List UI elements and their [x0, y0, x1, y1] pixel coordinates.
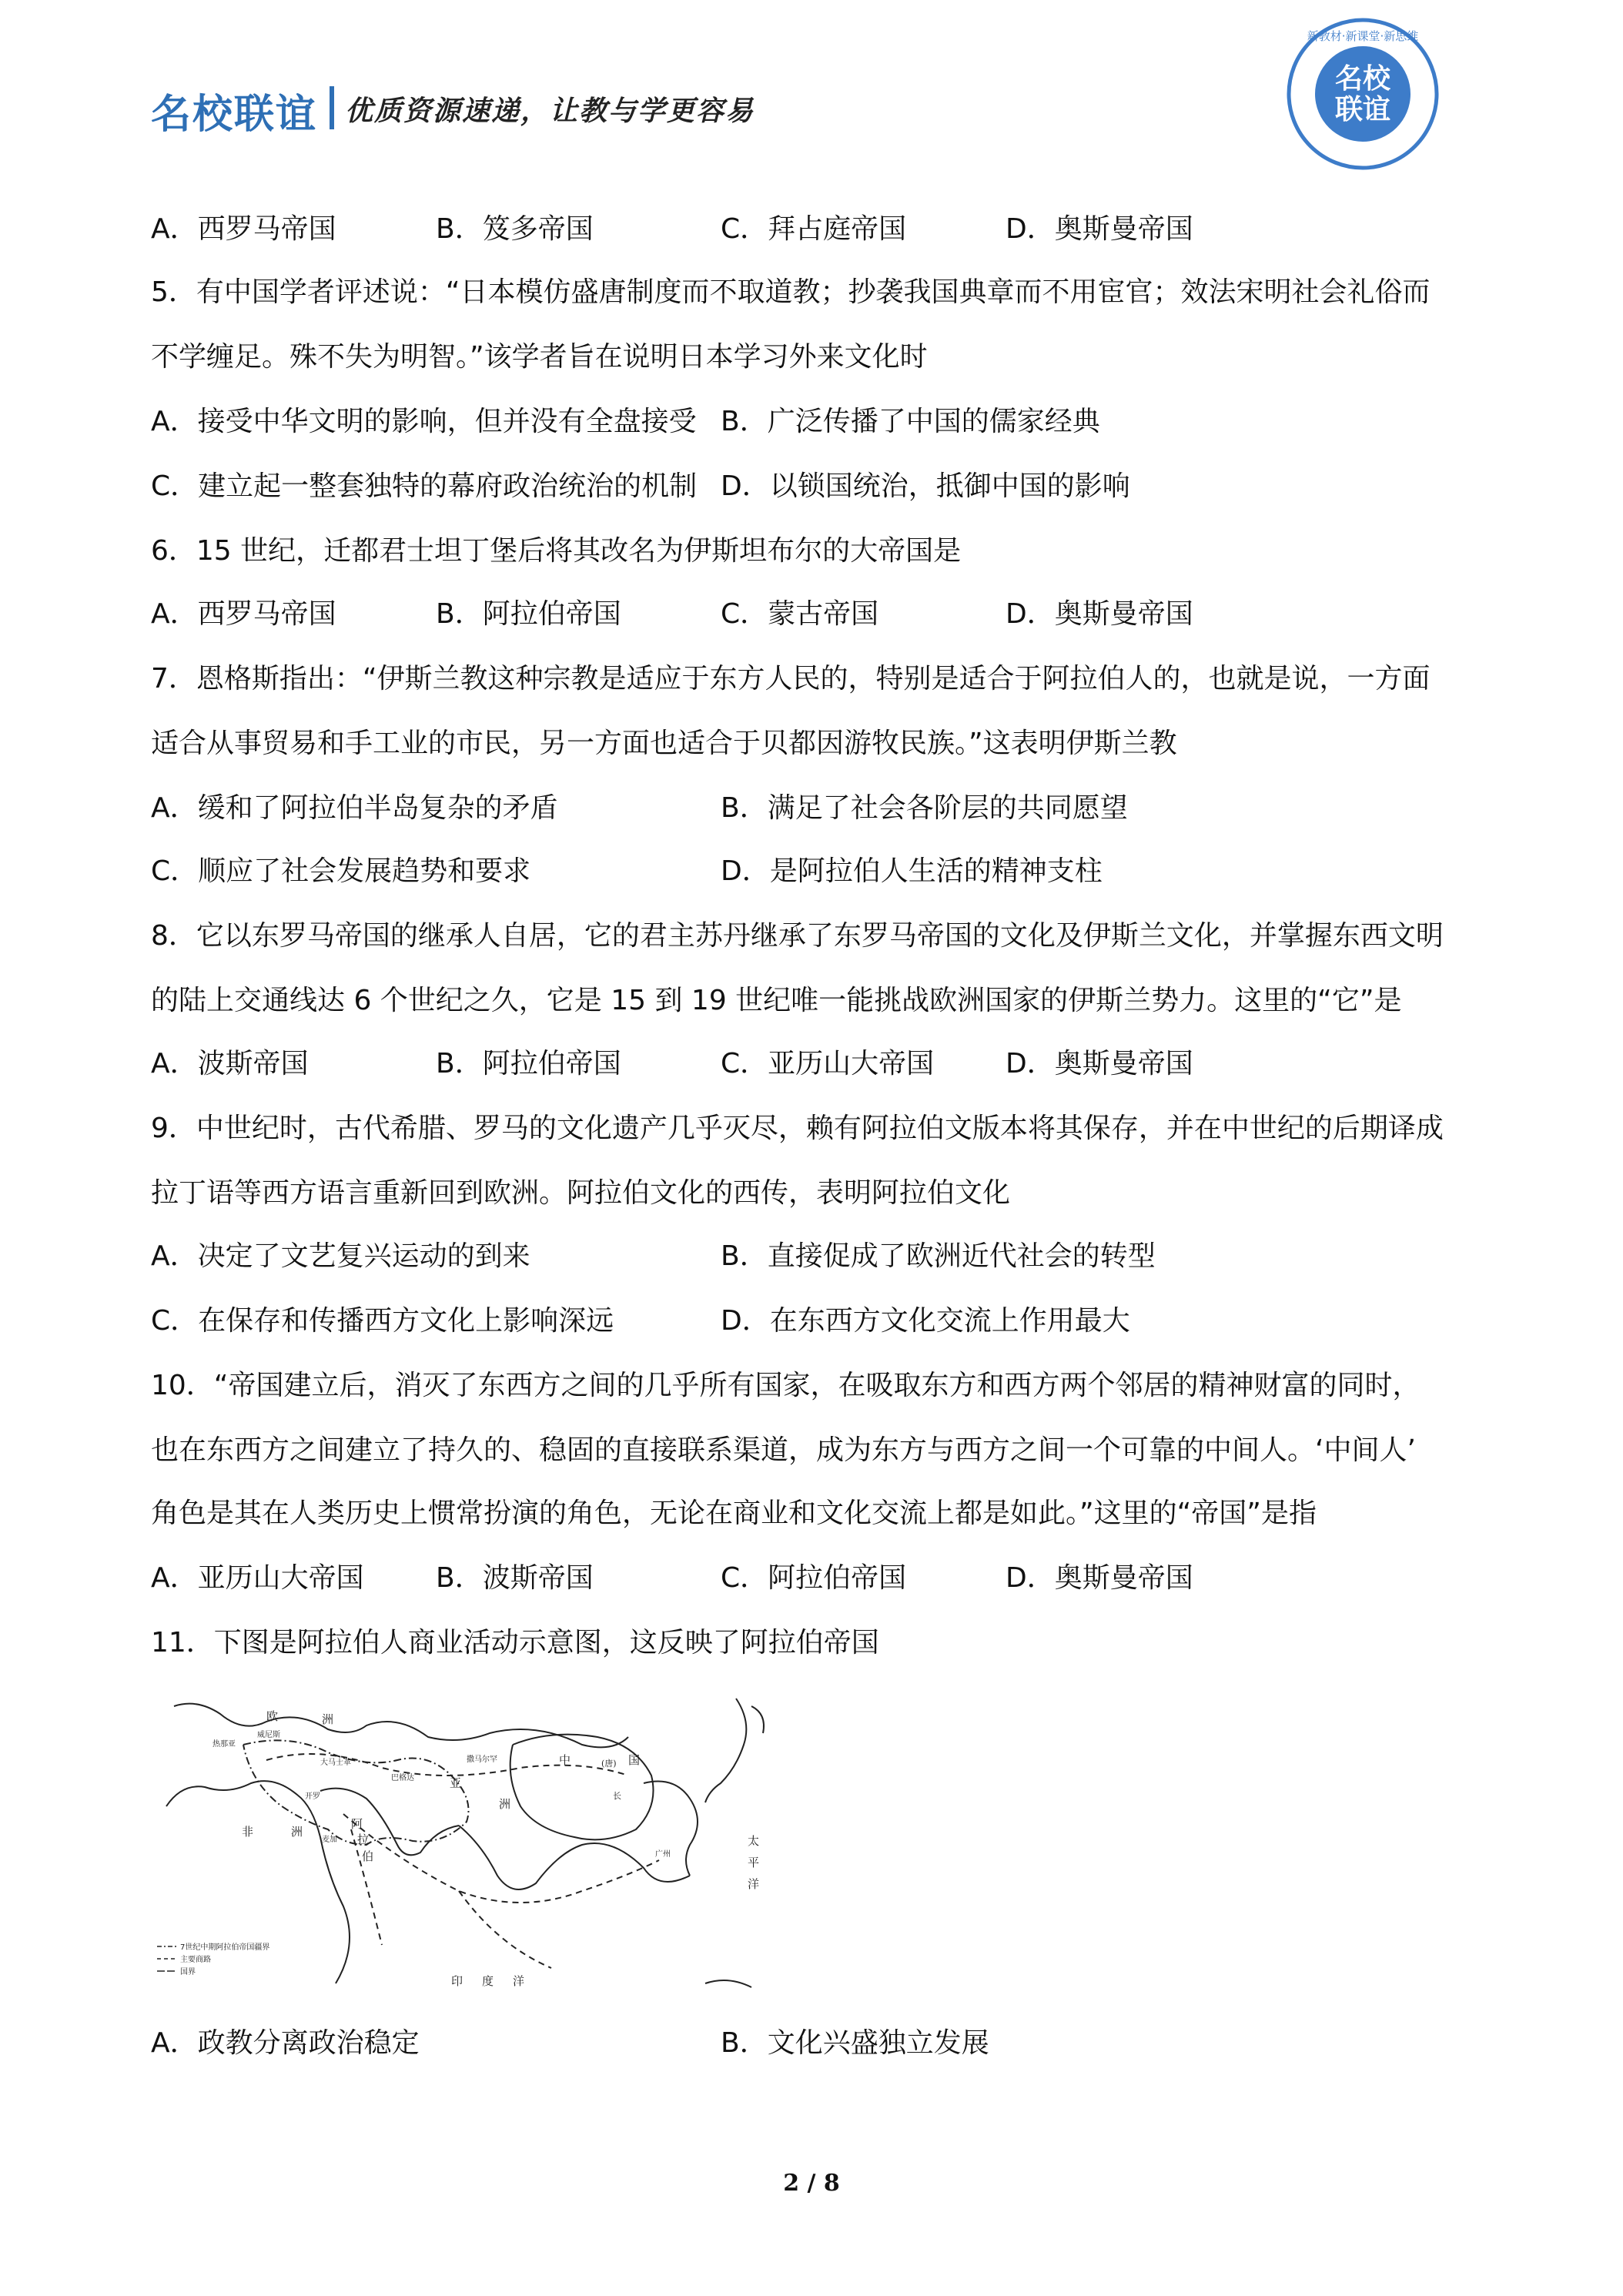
q7-stem-line1: 7．恩格斯指出：“伊斯兰教这种宗教是适应于东方人民的，特别是适合于阿拉伯人的，也就是说，一方面 [151, 663, 1431, 694]
q9-option-d: D．在东西方文化交流上作用最大 [721, 1305, 1130, 1337]
q7-option-b: B．满足了社会各阶层的共同愿望 [721, 792, 1128, 824]
q9-option-c: C．在保存和传播西方文化上影响深远 [151, 1305, 614, 1337]
map-label-china-2: 国 [628, 1753, 641, 1767]
map-legend [157, 1942, 269, 1976]
map-label-indian-ocean-1: 印 [451, 1974, 463, 1988]
q7-option-d: D．是阿拉伯人生活的精神支柱 [721, 855, 1103, 887]
page-number: 2 / 8 [783, 2170, 840, 2197]
map-label-asia-1: 亚 [450, 1776, 462, 1790]
map-label-china-1: 中 [559, 1753, 571, 1767]
map-label-indian-ocean-2: 度 [482, 1974, 494, 1988]
brand-logo: 名校联谊 [151, 92, 318, 138]
map-label-genoa: 热那亚 [212, 1740, 236, 1749]
map-label-arabia-2: 拉 [357, 1832, 370, 1846]
q8-option-a: A．波斯帝国 [151, 1048, 309, 1079]
legend-national-border: 国界 [180, 1968, 196, 1976]
q10-option-d: D．奥斯曼帝国 [1006, 1562, 1193, 1594]
q10-option-c: C．阿拉伯帝国 [721, 1562, 907, 1594]
map-label-arabia-1: 阿 [351, 1817, 363, 1831]
q10-stem-line1: 10．“帝国建立后，消灭了东西方之间的几乎所有国家，在吸取东方和西方两个邻居的精神财富的同时， [151, 1370, 1421, 1401]
map-label-mecca: 麦加 [322, 1836, 337, 1844]
map-label-damascus: 大马士革 [320, 1759, 351, 1767]
q11-stem: 11．下图是阿拉伯人商业活动示意图，这反映了阿拉伯帝国 [151, 1627, 879, 1658]
map-label-africa-1: 非 [242, 1825, 254, 1839]
q6-option-c: C．蒙古帝国 [721, 598, 879, 630]
q8-option-c: C．亚历山大帝国 [721, 1048, 935, 1079]
q7-option-a: A．缓和了阿拉伯半岛复杂的矛盾 [151, 792, 558, 824]
q10-option-a: A．亚历山大帝国 [151, 1562, 364, 1594]
brand-divider [330, 86, 334, 129]
map-label-pacific-3: 洋 [748, 1877, 760, 1891]
brand-tagline: 优质资源速递，让教与学更容易 [345, 95, 755, 127]
q9-stem-line1: 9．中世纪时，古代希腊、罗马的文化遗产几乎灭尽，赖有阿拉伯文版本将其保存，并在中世纪的后期译成 [151, 1113, 1444, 1144]
map-label-africa-2: 洲 [291, 1825, 303, 1839]
q6-option-d: D．奥斯曼帝国 [1006, 598, 1193, 630]
q5-option-b: B．广泛传播了中国的儒家经典 [721, 406, 1100, 437]
school-seal-logo [1286, 17, 1440, 171]
map-label-pacific-2: 平 [748, 1856, 760, 1869]
q9-option-b: B．直接促成了欧洲近代社会的转型 [721, 1240, 1156, 1272]
q11-option-a: A．政教分离政治稳定 [151, 2027, 420, 2059]
q9-option-a: A．决定了文艺复兴运动的到来 [151, 1240, 530, 1272]
q10-option-b: B．波斯帝国 [436, 1562, 594, 1594]
arab-trade-map [151, 1691, 813, 2006]
map-label-samarkand: 撒马尔罕 [467, 1755, 497, 1764]
map-label-tang: (唐) [601, 1759, 617, 1769]
map-label-asia-2: 洲 [499, 1797, 511, 1811]
map-label-cairo: 开罗 [305, 1792, 320, 1801]
map-label-indian-ocean-3: 洋 [513, 1974, 525, 1988]
map-label-baghdad: 巴格达 [391, 1774, 414, 1782]
q10-stem-line3: 角色是其在人类历史上惯常扮演的角色，无论在商业和文化交流上都是如此。”这里的“帝国”是指 [151, 1498, 1317, 1529]
q7-option-c: C．顺应了社会发展趋势和要求 [151, 855, 531, 887]
q5-stem-line2: 不学缠足。殊不失为明智。”该学者旨在说明日本学习外来文化时 [151, 341, 928, 373]
q4-option-d: D．奥斯曼帝国 [1006, 213, 1193, 245]
q11-option-b: B．文化兴盛独立发展 [721, 2027, 989, 2059]
q10-stem-line2: 也在东西方之间建立了持久的、稳固的直接联系渠道，成为东方与西方之间一个可靠的中间人。‘中间人’ [151, 1434, 1416, 1466]
q8-option-b: B．阿拉伯帝国 [436, 1048, 621, 1079]
q8-option-d: D．奥斯曼帝国 [1006, 1048, 1193, 1079]
q5-stem-line1: 5．有中国学者评述说：“日本模仿盛唐制度而不取道教；抄袭我国典章而不用宦官；效法宋明社会礼俗而 [151, 276, 1431, 308]
q6-option-b: B．阿拉伯帝国 [436, 598, 621, 630]
map-label-arabia-3: 伯 [362, 1849, 374, 1863]
q6-stem: 6．15 世纪，迁都君士坦丁堡后将其改名为伊斯坦布尔的大帝国是 [151, 535, 962, 567]
svg-text:名校: 名校 [1334, 63, 1391, 95]
svg-text:新教材·新课堂·新思维: 新教材·新课堂·新思维 [1307, 29, 1419, 43]
legend-empire-border: 7世纪中期阿拉伯帝国疆界 [180, 1943, 270, 1952]
q5-option-c: C．建立起一整套独特的幕府政治统治的机制 [151, 470, 698, 502]
q6-option-a: A．西罗马帝国 [151, 598, 336, 630]
map-label-pacific-1: 太 [748, 1834, 760, 1848]
svg-text:联谊: 联谊 [1334, 94, 1391, 126]
q4-option-c: C．拜占庭帝国 [721, 213, 907, 245]
q5-option-d: D．以锁国统治，抵御中国的影响 [721, 470, 1130, 502]
map-label-europe-1: 欧 [266, 1709, 279, 1723]
q8-stem-line2: 的陆上交通线达 6 个世纪之久，它是 15 到 19 世纪唯一能挑战欧洲国家的伊斯兰势力。这里的“它”是 [151, 985, 1402, 1016]
q9-stem-line2: 拉丁语等西方语言重新回到欧洲。阿拉伯文化的西传，表明阿拉伯文化 [151, 1177, 1011, 1209]
map-label-venice: 威尼斯 [257, 1731, 280, 1739]
q5-option-a: A．接受中华文明的影响，但并没有全盘接受 [151, 406, 697, 437]
legend-trade-route: 主要商路 [180, 1956, 211, 1964]
map-label-guangzhou: 广州 [655, 1850, 671, 1859]
q4-option-a: A．西罗马帝国 [151, 213, 336, 245]
map-label-europe-2: 洲 [322, 1712, 334, 1726]
q4-option-b: B．笈多帝国 [436, 213, 594, 245]
q7-stem-line2: 适合从事贸易和手工业的市民，另一方面也适合于贝都因游牧民族。”这表明伊斯兰教 [151, 728, 1177, 759]
q8-stem-line1: 8．它以东罗马帝国的继承人自居，它的君主苏丹继承了东罗马帝国的文化及伊斯兰文化，并掌握东西文明 [151, 920, 1444, 952]
map-label-changan: 长 [613, 1791, 621, 1801]
header [151, 77, 921, 139]
